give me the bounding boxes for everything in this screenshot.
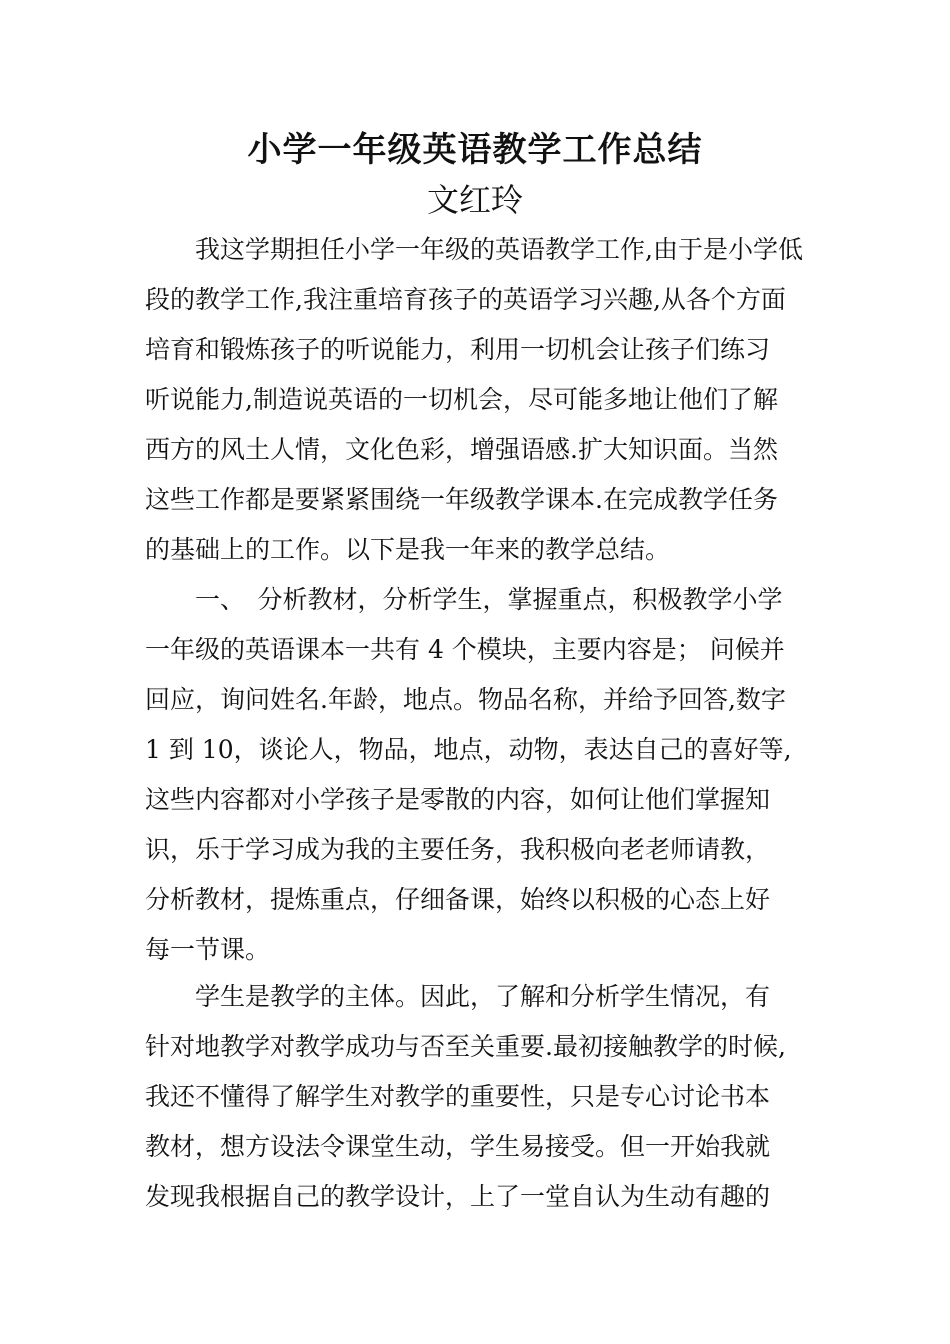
text-line: 教材，想方设法令课堂生动，学生易接受。但一开始我就	[145, 1132, 771, 1161]
text-line: 回应，询问姓名.年龄，地点。物品名称，并给予回答,数字	[145, 685, 786, 714]
text-line: 段的教学工作,我注重培育孩子的英语学习兴趣,从各个方面	[145, 285, 786, 314]
text-line: 这些内容都对小学孩子是零散的内容，如何让他们掌握知	[145, 785, 771, 814]
text-line: 每一节课。	[145, 935, 271, 964]
text-line: 一年级的英语课本一共有 4 个模块，主要内容是； 问候并	[145, 635, 785, 664]
text-line: 西方的风土人情，文化色彩，增强语感.扩大知识面。当然	[145, 435, 778, 464]
text-line: 一、 分析教材，分析学生，掌握重点，积极教学小学	[145, 585, 783, 614]
text-line: 培育和锻炼孩子的听说能力，利用一切机会让孩子们练习	[145, 335, 771, 364]
text-line: 的基础上的工作。以下是我一年来的教学总结。	[145, 535, 671, 564]
text-line: 1 到 10，谈论人，物品，地点，动物，表达自己的喜好等,	[145, 735, 792, 764]
paragraph-students	[145, 972, 808, 1222]
paragraph-intro	[145, 225, 808, 575]
text-line: 针对地教学对教学成功与否至关重要.最初接触教学的时候,	[145, 1032, 786, 1061]
text-line: 听说能力,制造说英语的一切机会，尽可能多地让他们了解	[145, 385, 778, 414]
text-line: 识，乐于学习成为我的主要任务，我积极向老老师请教，	[145, 835, 771, 864]
document-author: 文红玲	[426, 181, 523, 219]
text-line: 我还不懂得了解学生对教学的重要性，只是专心讨论书本	[145, 1082, 771, 1111]
paragraph-section-one	[145, 575, 808, 975]
text-line: 发现我根据自己的教学设计，上了一堂自认为生动有趣的	[145, 1182, 771, 1211]
text-line: 我这学期担任小学一年级的英语教学工作,由于是小学低	[145, 235, 803, 264]
text-line: 分析教材，提炼重点，仔细备课，始终以积极的心态上好	[145, 885, 771, 914]
text-line: 学生是教学的主体。因此，了解和分析学生情况，有	[145, 982, 771, 1011]
document-title: 小学一年级英语教学工作总结	[247, 130, 703, 170]
text-line: 这些工作都是要紧紧围绕一年级教学课本.在完成教学任务	[145, 485, 778, 514]
